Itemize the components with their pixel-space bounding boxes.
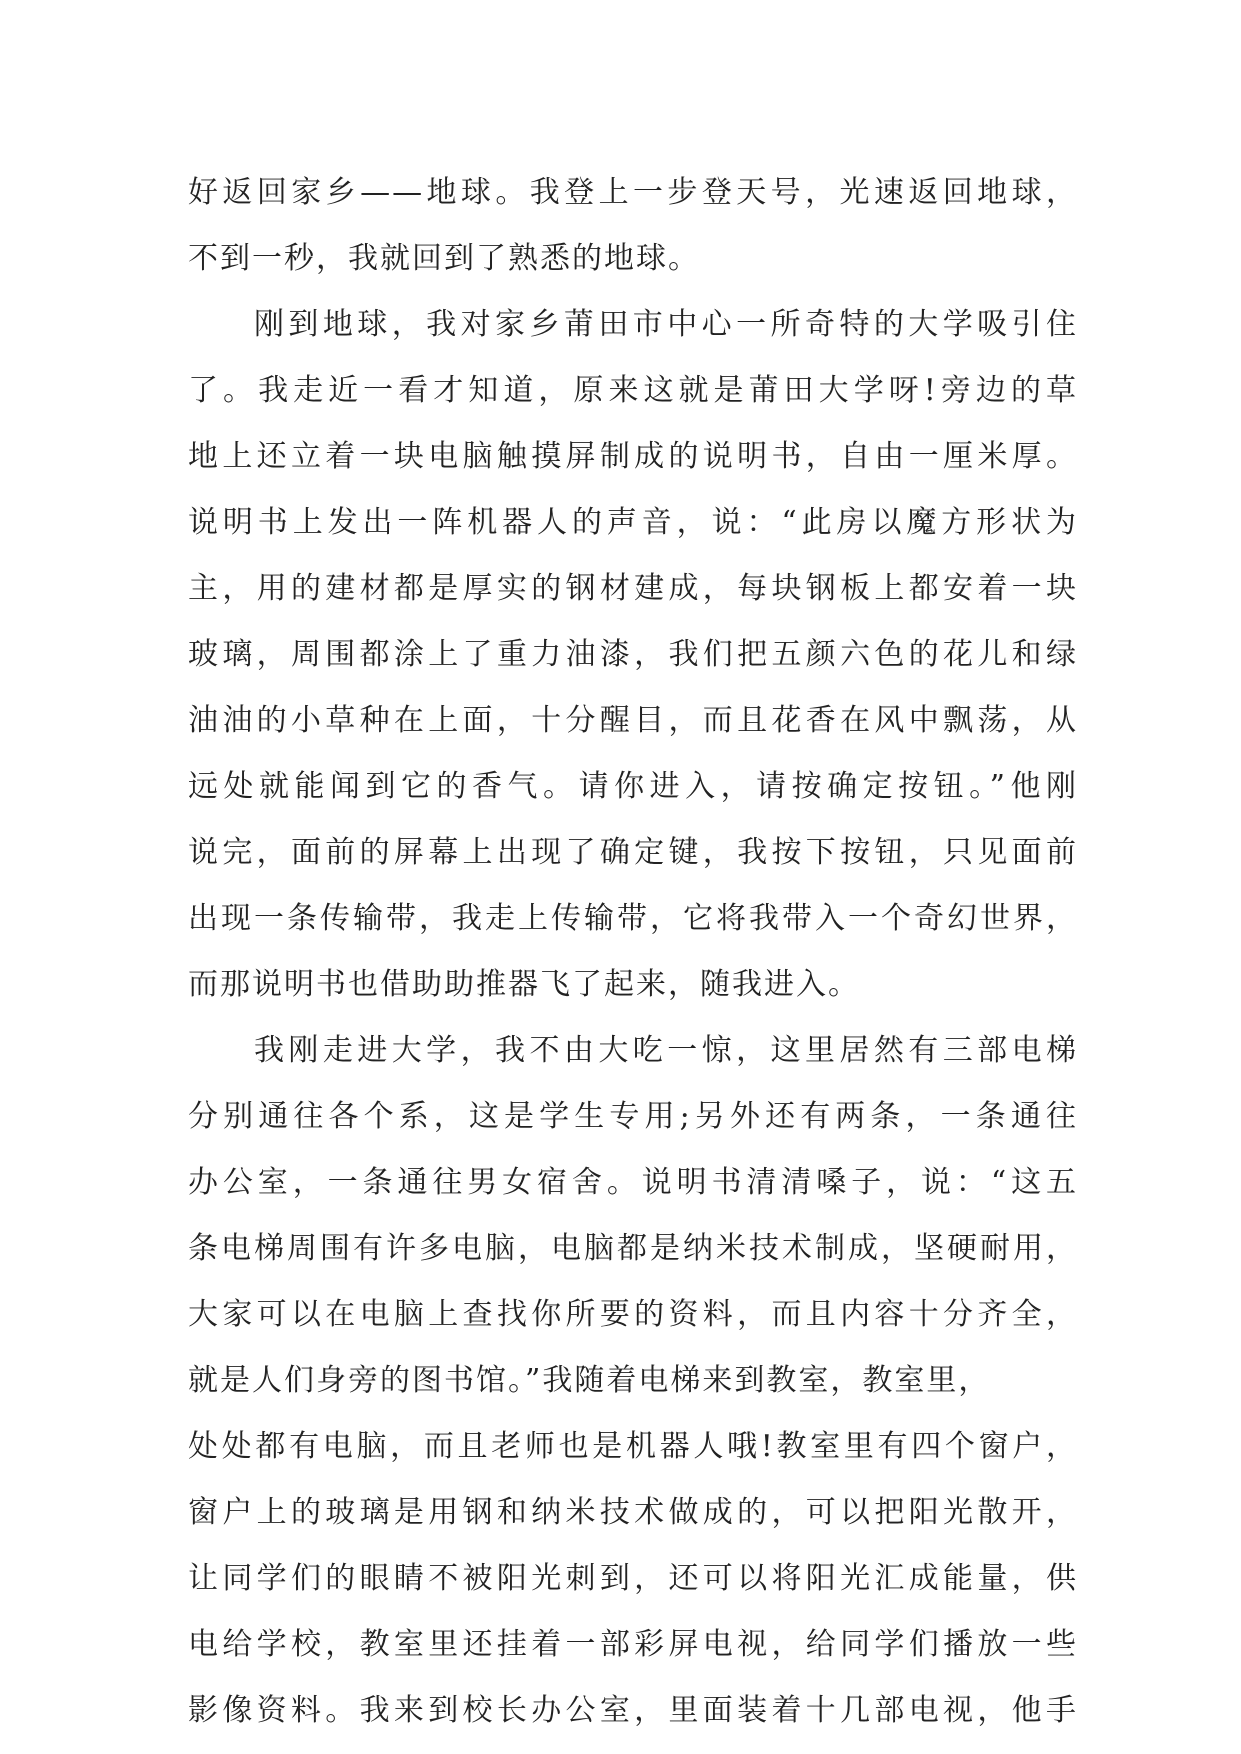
text-line: 就是人们身旁的图书馆。”我随着电梯来到教室，教室里， xyxy=(188,1363,991,1398)
text-line: 说明书上发出一阵机器人的声音，说：“此房以魔方形状为 xyxy=(188,505,1078,540)
text-line: 刚到地球，我对家乡莆田市中心一所奇特的大学吸引住 xyxy=(254,307,1078,342)
text-line: 窗户上的玻璃是用钢和纳米技术做成的，可以把阳光散开， xyxy=(188,1495,1078,1530)
text-line: 说完，面前的屏幕上出现了确定键，我按下按钮，只见面前 xyxy=(188,835,1078,870)
text-line: 分别通往各个系，这是学生专用;另外还有两条，一条通往 xyxy=(188,1099,1078,1134)
text-line: 地上还立着一块电脑触摸屏制成的说明书，自由一厘米厚。 xyxy=(188,439,1078,474)
text-line: 不到一秒，我就回到了熟悉的地球。 xyxy=(188,241,700,276)
text-line: 油油的小草种在上面，十分醒目，而且花香在风中飘荡，从 xyxy=(188,703,1078,738)
paragraph xyxy=(188,1018,1078,1744)
text-line: 大家可以在电脑上查找你所要的资料，而且内容十分齐全， xyxy=(188,1297,1078,1332)
document-body xyxy=(188,160,1078,1744)
text-line: 处处都有电脑，而且老师也是机器人哦!教室里有四个窗户， xyxy=(188,1429,1078,1464)
text-line: 条电梯周围有许多电脑，电脑都是纳米技术制成，坚硬耐用， xyxy=(188,1231,1078,1266)
text-line: 我刚走进大学，我不由大吃一惊，这里居然有三部电梯 xyxy=(254,1033,1078,1068)
text-line: 影像资料。我来到校长办公室，里面装着十几部电视，他手 xyxy=(188,1693,1078,1728)
text-line: 远处就能闻到它的香气。请你进入，请按确定按钮。”他刚 xyxy=(188,769,1078,804)
text-line: 好返回家乡——地球。我登上一步登天号，光速返回地球， xyxy=(188,175,1078,210)
text-line: 主，用的建材都是厚实的钢材建成，每块钢板上都安着一块 xyxy=(188,571,1078,606)
text-line: 出现一条传输带，我走上传输带，它将我带入一个奇幻世界， xyxy=(188,901,1078,936)
text-line: 办公室，一条通往男女宿舍。说明书清清嗓子，说：“这五 xyxy=(188,1165,1078,1200)
text-line: 电给学校，教室里还挂着一部彩屏电视，给同学们播放一些 xyxy=(188,1627,1078,1662)
paragraph xyxy=(188,160,1078,292)
text-line: 让同学们的眼睛不被阳光刺到，还可以将阳光汇成能量，供 xyxy=(188,1561,1078,1596)
text-line: 玻璃，周围都涂上了重力油漆，我们把五颜六色的花儿和绿 xyxy=(188,637,1078,672)
text-line: 了。我走近一看才知道，原来这就是莆田大学呀!旁边的草 xyxy=(188,373,1078,408)
paragraph xyxy=(188,292,1078,1018)
text-line: 而那说明书也借助助推器飞了起来，随我进入。 xyxy=(188,967,860,1002)
